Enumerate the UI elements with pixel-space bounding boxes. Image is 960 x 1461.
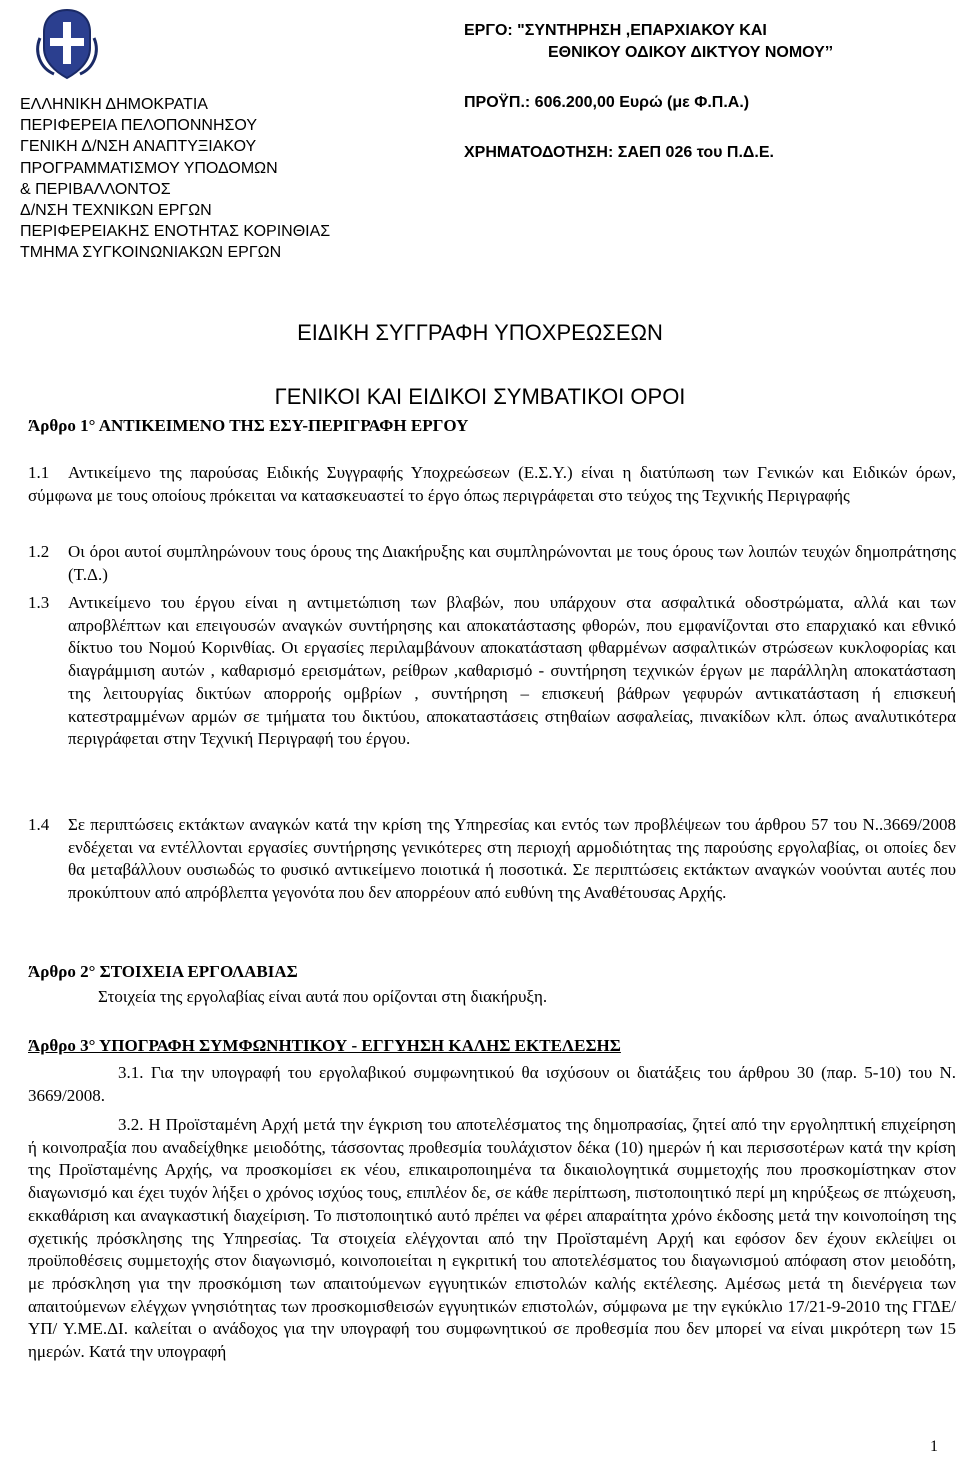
authority-line: ΕΛΛΗΝΙΚΗ ΔΗΜΟΚΡΑΤΙΑ <box>20 96 208 113</box>
paragraph-number: 1.2 <box>28 542 50 561</box>
article3-heading <box>28 1036 621 1056</box>
greek-emblem-icon <box>34 8 100 80</box>
article1-heading: Άρθρο 1° ΑΝΤΙΚΕΙΜΕΝΟ ΤΗΣ ΕΣΥ-ΠΕΡΙΓΡΑΦΗ ΕΡΓΟΥ <box>28 416 469 435</box>
article2-heading: Άρθρο 2° ΣΤΟΙΧΕΙΑ ΕΡΓΟΛΑΒΙΑΣ <box>28 962 298 981</box>
authority-line: & ΠΕΡΙΒΑΛΛΟΝΤΟΣ <box>20 180 171 198</box>
paragraph-text: Για την υπογραφή του εργολαβικού συμφωνητικού θα ισχύσουν οι διατάξεις του άρθρου 30 (παρ. 5-10) του Ν. 3669/2008. <box>28 1063 957 1105</box>
paragraph-1-4 <box>28 814 956 905</box>
paragraph-text: Αντικείμενο της παρούσας Ειδικής Συγγραφής Υποχρεώσεων (Ε.Σ.Υ.) είναι η διατύπωση των Γενικών και Ειδικών όρων, σύμφωνα με τους οποίους πρόκειται να κατασκευαστεί το έργο όπως περιγράφεται στο τεύχος της Τεχνικής Περιγραφής <box>28 463 956 505</box>
paragraph-number: 3.2. <box>118 1115 144 1134</box>
paragraph-text: Αντικείμενο του έργου είναι η αντιμετώπιση των βλαβών, που υπάρχουν στα ασφαλτικά οδοστρώματα, αλλά και των απροβλέπτων και επειγουσών αναγκών συντήρησης και αποκατάστασης φθορών, που εμφανίζονται στο επαρχιακό και εθνικό δίκτυο του Νομού Κορινθίας. Οι εργασίες περιλαμβάνουν αποκατάσταση φθαρμένων ασφαλτικών στρώσεων κυκλοφορίας και διαγράμμιση αυτών , καθαρισμό ερεισμάτων, ρείθρων ,καθαρισμό - συντήρηση τεχνικών έργων με παράλληλη αποκατάσταση της λειτουργίας δικτύων απορροής ομβρίων , συντήρηση – επισκευή βάθρων γεφυρών αντικατάσταση ή επισκευή κατεστραμμένων αρμών σε τμήματα του δικτύου, αποκαταστάσεις στηθαίων ασφαλείας, πινακίδων κλπ. όπως αναλυτικότερα περιγράφεται στην Τεχνική Περιγραφή του έργου. <box>68 593 956 749</box>
document-title: ΕΙΔΙΚΗ ΣΥΓΓΡΑΦΗ ΥΠΟΧΡΕΩΣΕΩΝ <box>297 320 663 345</box>
paragraph-3-2 <box>28 1114 956 1364</box>
authority-line: ΠΕΡΙΦΕΡΕΙΑΚΗΣ ΕΝΟΤΗΤΑΣ ΚΟΡΙΝΘΙΑΣ <box>20 223 331 241</box>
paragraph-1-3 <box>28 592 956 751</box>
page-number: 1 <box>930 1438 938 1455</box>
paragraph-1-1 <box>28 462 956 507</box>
paragraph-number: 3.1. <box>118 1063 144 1082</box>
project-budget: ΠΡΟΫΠ.: 606.200,00 Ευρώ (με Φ.Π.Α.) <box>464 94 750 111</box>
project-title-line1: ΕΡΓΟ: "ΣΥΝΤΗΡΗΣΗ ,ΕΠΑΡΧΙΑΚΟΥ ΚΑΙ <box>464 22 767 39</box>
paragraph-number: 1.3 <box>28 593 50 612</box>
project-title-line2: ΕΘΝΙΚΟΥ ΟΔΙΚΟΥ ΔΙΚΤΥΟΥ ΝΟΜΟΥ’’ <box>548 44 834 61</box>
paragraph-3-1 <box>28 1062 956 1107</box>
project-funding: ΧΡΗΜΑΤΟΔΟΤΗΣΗ: ΣΑΕΠ 026 του Π.Δ.Ε. <box>464 144 774 161</box>
paragraph-1-2 <box>28 541 956 586</box>
article2-text: Στοιχεία της εργολαβίας είναι αυτά που ορίζονται στη διακήρυξη. <box>98 987 548 1006</box>
authority-line: ΤΜΗΜΑ ΣΥΓΚΟΙΝΩΝΙΑΚΩΝ ΕΡΓΩΝ <box>20 244 282 262</box>
paragraph-text: Οι όροι αυτοί συμπληρώνουν τους όρους της Διακήρυξης και συμπληρώνονται με τους όρους των λοιπών τευχών δημοπράτησης (Τ.Δ.) <box>68 542 956 584</box>
project-block <box>464 20 833 164</box>
paragraph-number: 1.1 <box>28 463 50 482</box>
authority-line: ΠΡΟΓΡΑΜΜΑΤΙΣΜΟΥ ΥΠΟΔΟΜΩΝ <box>20 159 278 177</box>
authority-line: ΓΕΝΙΚΗ Δ/ΝΣΗ ΑΝΑΠΤΥΞΙΑΚΟΥ <box>20 138 257 156</box>
paragraph-number: 1.4 <box>28 815 50 834</box>
paragraph-text: Σε περιπτώσεις εκτάκτων αναγκών κατά την κρίση της Υπηρεσίας και εντός των προβλέψεων του άρθρου 57 του Ν..3669/2008 ενδέχεται να εντέλλονται εργασίες συντήρησης γενικότερες στη περιοχή αρμοδιότητας της παρούσης εργολαβίας, οι οποίες δεν θα μεταβάλλουν ουσιωδώς το φυσικό αντικείμενο ποιοτικά ή ποσοτικά. Σε περιπτώσεις εκτάκτων αναγκών νοούνται αυτές που προκύπτουν από απρόβλεπτα γεγονότα που δεν απορρέουν από ευθύνη της Αναθέτουσας Αρχής. <box>68 815 956 903</box>
authority-block <box>20 94 330 264</box>
authority-line: ΠΕΡΙΦΕΡΕΙΑ ΠΕΛΟΠΟΝΝΗΣΟΥ <box>20 117 257 135</box>
document-subtitle: ΓΕΝΙΚΟΙ ΚΑΙ ΕΙΔΙΚΟΙ ΣΥΜΒΑΤΙΚΟΙ ΟΡΟΙ <box>274 384 686 409</box>
article3-heading-text: Άρθρο 3° ΥΠΟΓΡΑΦΗ ΣΥΜΦΩΝΗΤΙΚΟΥ - ΕΓΓΥΗΣΗ ΚΑΛΗΣ ΕΚΤΕΛΕΣΗΣ <box>28 1036 621 1055</box>
paragraph-text: Η Προϊσταμένη Αρχή μετά την έγκριση του αποτελέσματος της δημοπρασίας, ζητεί από την εργοληπτική επιχείρηση ή κοινοπραξία που αναδείχθηκε μειοδότης, τάσσοντας προθεσμία τουλάχιστον δέκα (10) ημερών ή και περισσοτέρων κατά την κρίση της Προϊσταμένης Αρχής, να προσκομίσει εκ νέου, επικαιροποιημένα τα δικαιολογητικά συμμετοχής που προσκομίστηκαν στον διαγωνισμό και έχει τυχόν λήξει ο χρόνος ισχύος τους, επιπλέον δε, σε κάθε περίπτωση, πιστοποιητικό περί μη κηρύξεως σε πτώχευση, εκκαθάριση και αναγκαστική διαχείριση. Το πιστοποιητικό αυτό πρέπει να φέρει απαραίτητα χρόνο έκδοσης μετά την κοινοποίηση της σχετικής πρόσκλησης της Υπηρεσίας. Τα στοιχεία ελέγχονται από την Προϊσταμένη Αρχή και εφόσον δεν έχουν εκλείψει οι προϋποθέσεις συμμετοχής στον διαγωνισμό, κοινοποιείται η εγκριτική του αποτελέσματος του διαγωνισμού απόφαση στον μειοδότη, με πρόσκληση για την προσκόμιση των απαιτούμενων εγγυητικών επιστολών καλής εκτέλεσης. Αμέσως μετά τη διενέργεια των απαιτούμενων ελέγχων γνησιότητας των προσκομισθεισών εγγυητικών επιστολών, σύμφωνα με την εγκύκλιο 17/21-9-2010 της ΓΓΔΕ/ΥΠ/ Υ.ΜΕ.ΔΙ. καλείται ο ανάδοχος για την υπογραφή του συμφωνητικού σε προθεσμία που δεν μπορεί να είναι μικρότερη των 15 ημερών. Κατά την υπογραφή <box>28 1115 956 1362</box>
authority-line: Δ/ΝΣΗ ΤΕΧΝΙΚΩΝ ΕΡΓΩΝ <box>20 202 212 220</box>
